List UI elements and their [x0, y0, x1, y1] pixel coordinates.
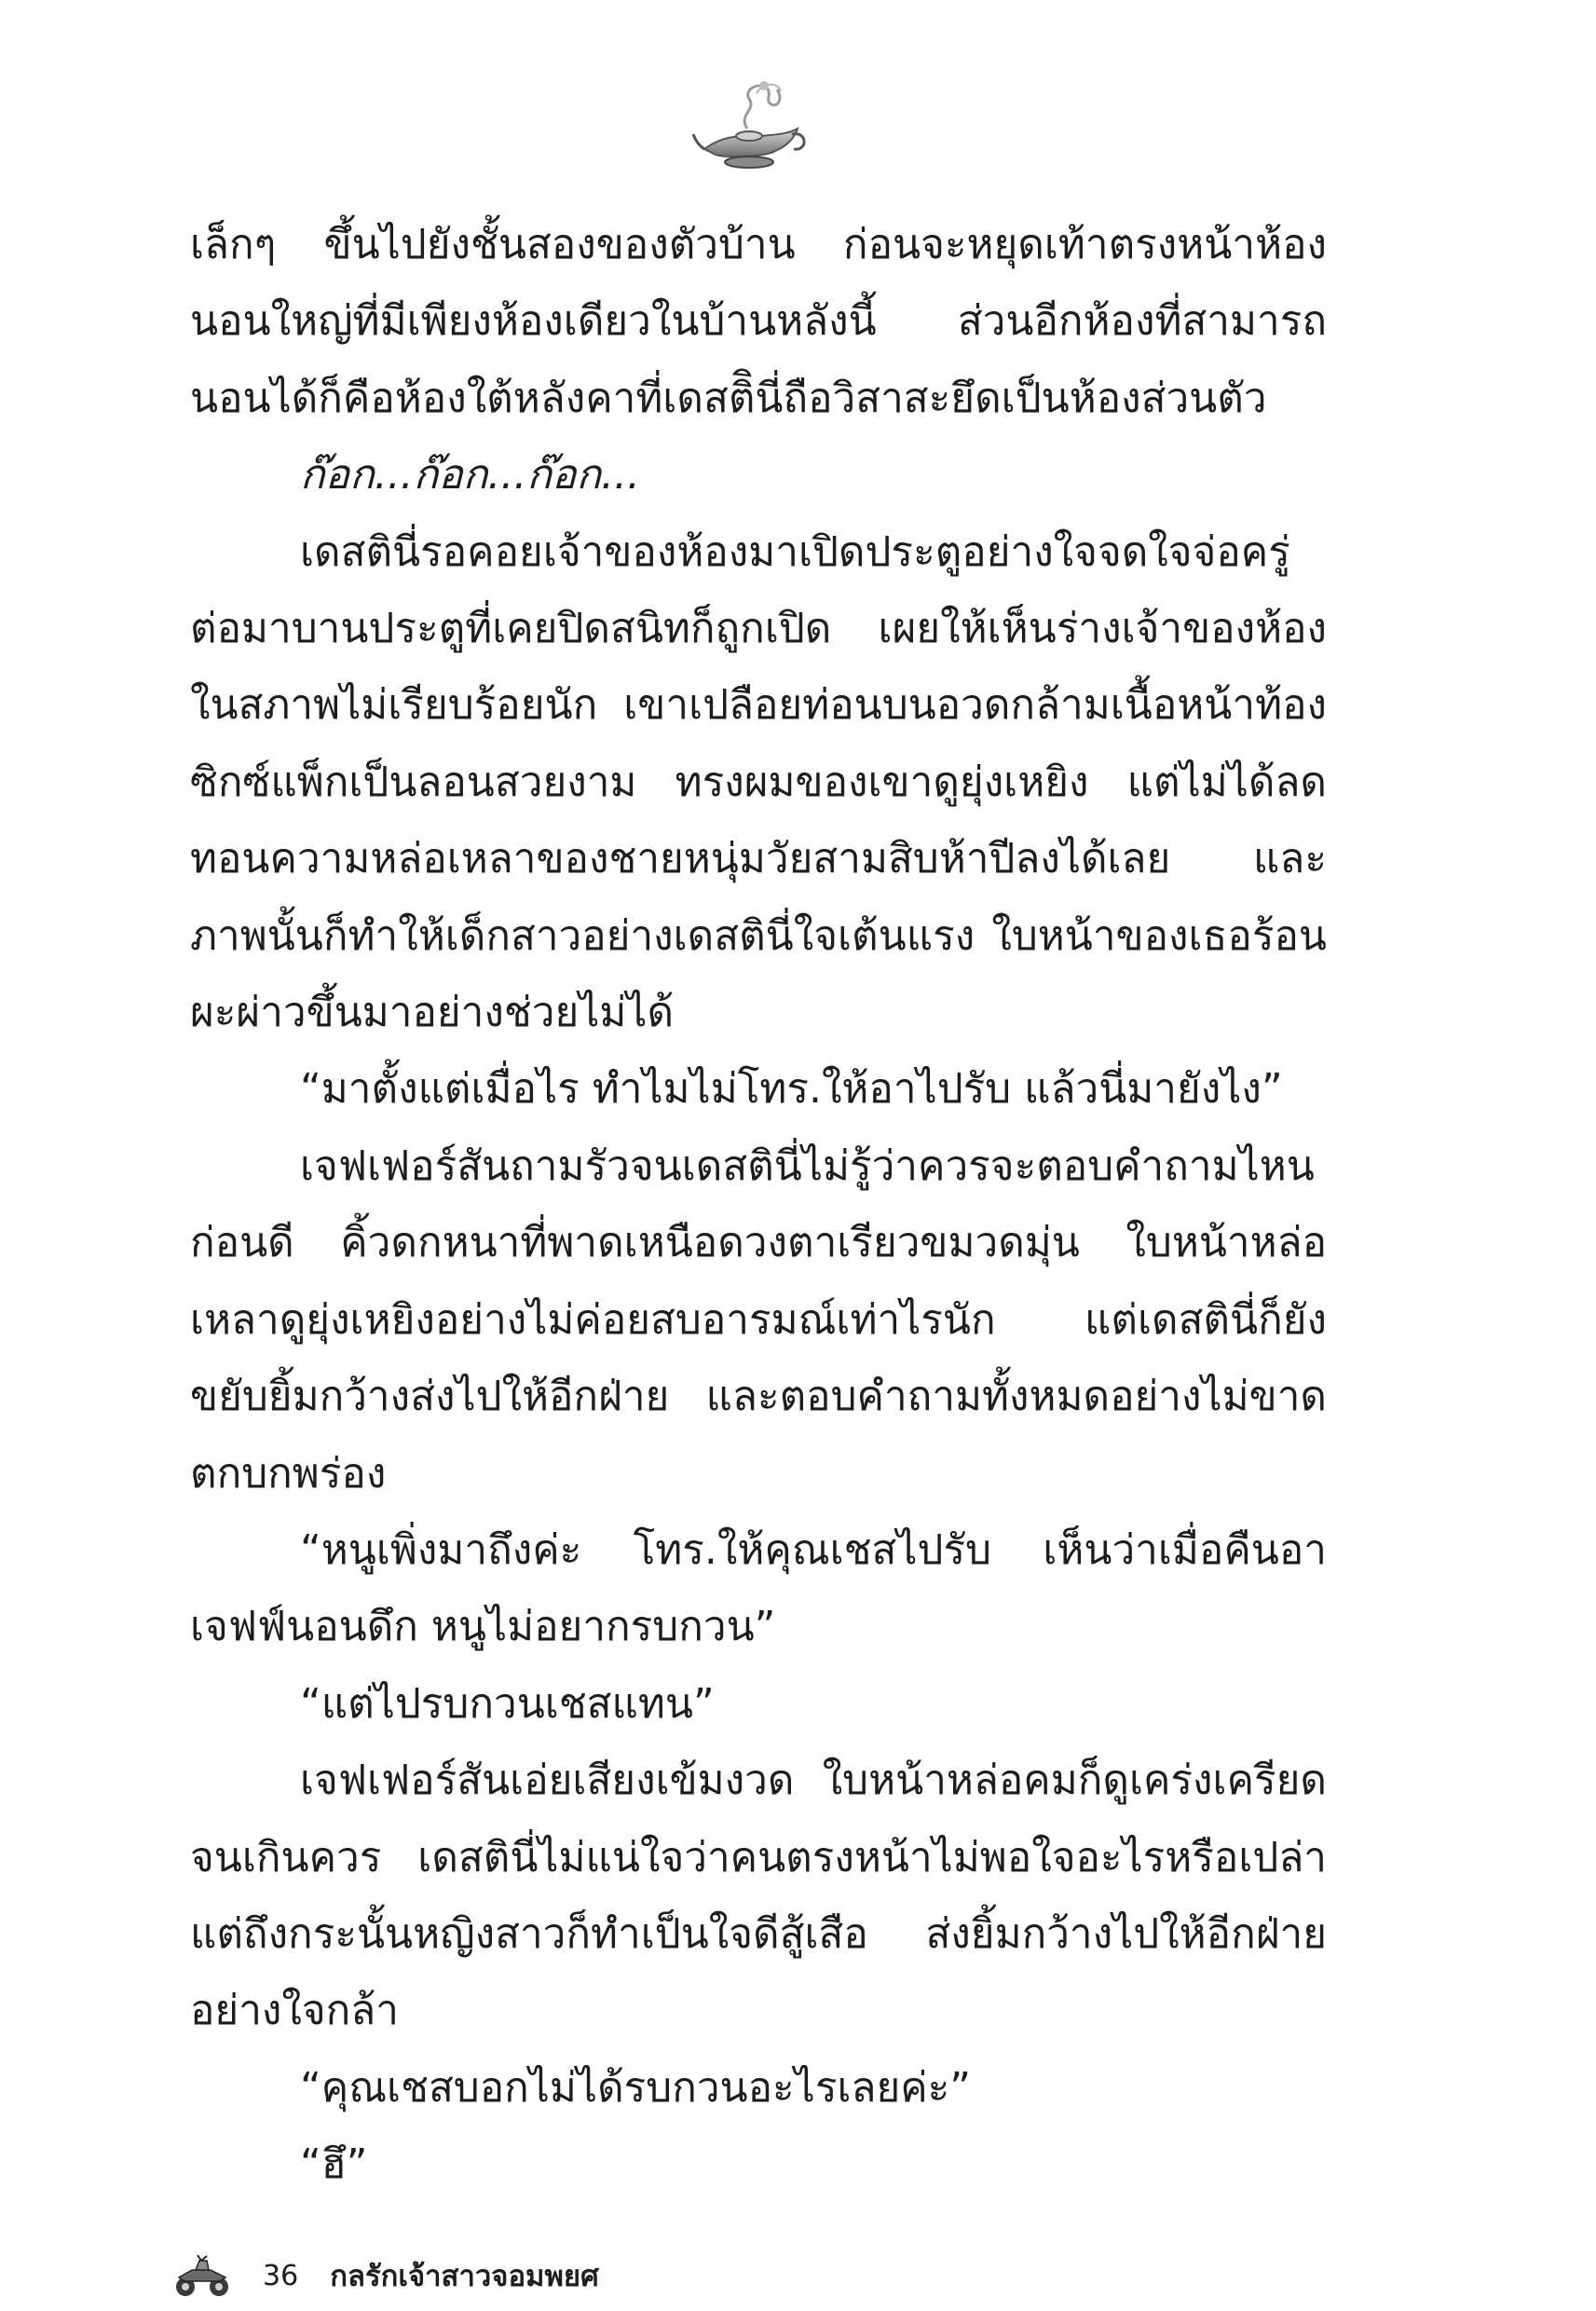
paragraph: เจฟเฟอร์สันเอ่ยเสียงเข้มงวด ใบหน้าหล่อคมก็ดูเคร่งเครียดจนเกินควร เดสตินี่ไม่แน่ใจว่าคนตรงหน้าไม่พอใจอะไรหรือเปล่าแต่ถึงกระนั้นหญิงสาวก็ทำเป็นใจดีสู้เสือ ส่งยิ้มกว้างไปให้อีกฝ่ายอย่างใจกล้า: [190, 1757, 1327, 2035]
paragraph: เล็กๆ ขึ้นไปยังชั้นสองของตัวบ้าน ก่อนจะหยุดเท้าตรงหน้าห้องนอนใหญ่ที่มีเพียงห้องเดียวในบ้านหลังนี้ ส่วนอีกห้องที่สามารถนอนได้ก็คือห้องใต้หลังคาที่เดสติินี่ถือวิสาสะยึดเป็นห้องส่วนตัว: [190, 221, 1327, 422]
body-text: [190, 207, 1327, 2204]
paragraph-dialogue: “แต่ไปรบกวนเชสแทน”: [300, 1679, 715, 1728]
paragraph-dialogue: “หนูเพิ่งมาถึงค่ะ โทร.ให้คุณเชสไปรับ เห็นว่าเมื่อคืนอาเจฟฟ์นอนดึก หนูไม่อยากรบกวน”: [190, 1525, 1327, 1651]
paragraph-dialogue: “มาตั้งแต่เมื่อไร ทำไมไม่โทร.ให้อาไปรับ แล้วนี่มายังไง”: [300, 1065, 1283, 1114]
atv-quad-bike-icon: [173, 2253, 231, 2298]
paragraph: เดสตินี่รอคอยเจ้าของห้องมาเปิดประตูอย่างใจจดใจจ่อครู่ต่อมาบานประตูที่เคยปิดสนิทก็ถูกเปิด เผยให้เห็นร่างเจ้าของห้องในสภาพไม่เรียบร้อยนัก เขาเปลือยท่อนบนอวดกล้ามเนื้อหน้าท้องซิกซ์แพ็กเป็นลอนสวยงาม ทรงผมของเขาดูยุ่งเหยิง แต่ไม่ได้ลดทอนความหล่อเหลาของชายหนุ่มวัยสามสิบห้าปีลงได้เลย และภาพนั้นก็ทำให้เด็กสาวอย่างเดสตินี่ใจเต้นแรง ใบหน้าของเธอร้อนผะผ่าวขึ้นมาอย่างช่วยไม่ได้: [190, 527, 1327, 1037]
paragraph: เจฟเฟอร์สันถามรัวจนเดสตินี่ไม่รู้ว่าควรจะตอบคำถามไหนก่อนดี คิ้วดกหนาที่พาดเหนือดวงตาเรียวขมวดมุ่น ใบหน้าหล่อเหลาดูยุ่งเหยิงอย่างไม่ค่อยสบอารมณ์เท่าไรนัก แต่เดสตินี่ก็ยังขยับยิ้มกว้างส่งไปให้อีกฝ่าย และตอบคำถามทั้งหมดอย่างไม่ขาดตกบกพร่อง: [190, 1142, 1327, 1497]
paragraph-dialogue: “ฮึ”: [300, 2140, 368, 2189]
genie-lamp-icon: [691, 73, 812, 175]
paragraph-dialogue: “คุณเชสบอกไม่ได้รบกวนอะไรเลยค่ะ”: [300, 2063, 972, 2112]
page-number: 36: [263, 2259, 299, 2292]
book-title: กลรักเจ้าสาวจอมพยศ: [330, 2260, 599, 2293]
page-footer: [173, 2248, 599, 2304]
paragraph-sound-effect: ก๊อก...ก๊อก...ก๊อก...: [300, 451, 640, 499]
